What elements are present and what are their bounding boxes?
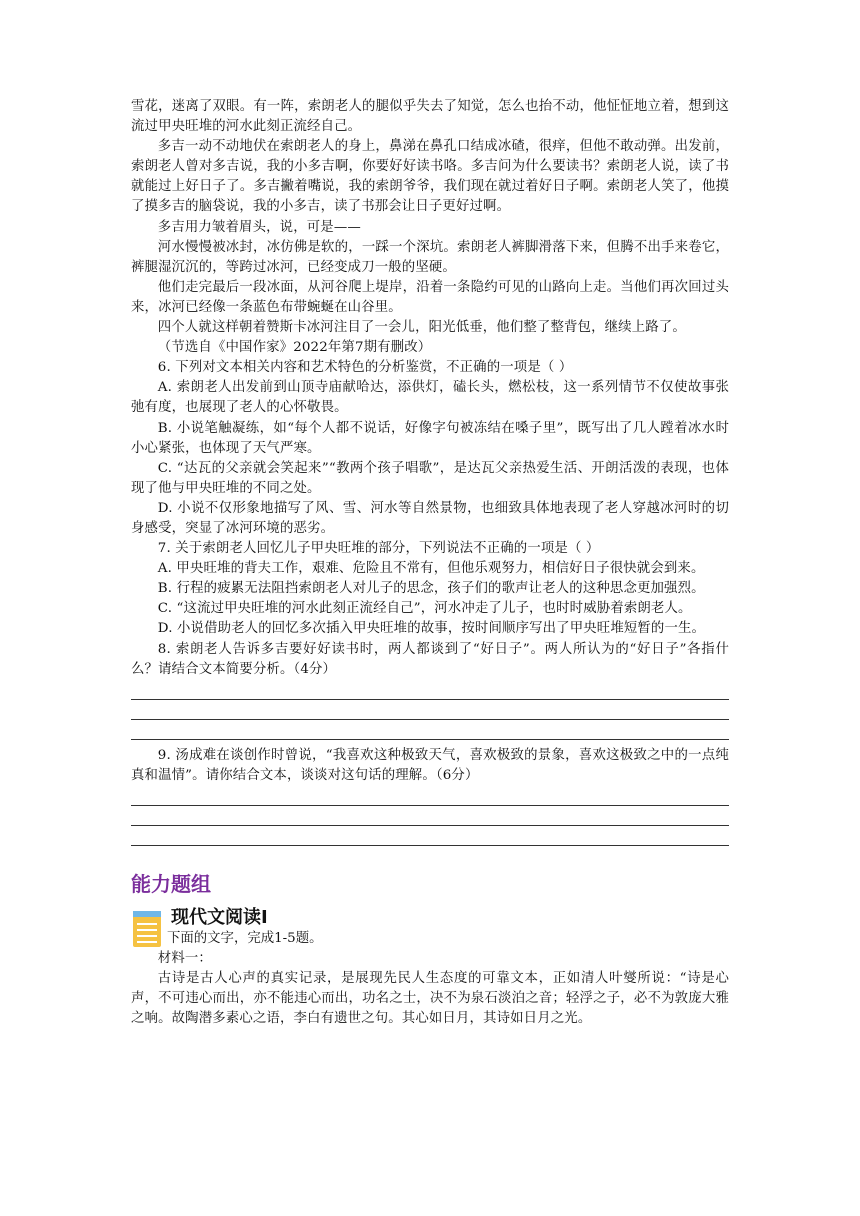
- passage-paragraph: 河水慢慢被冰封，冰仿佛是软的，一踩一个深坑。索朗老人裤脚滑落下来，但腾不出手来卷它，裤腿湿沉沉的，等跨过冰河，已经变成刀一般的坚硬。: [131, 239, 729, 275]
- question-6-option-c: C. “达瓦的父亲就会笑起来”“教两个孩子唱歌”，是达瓦父亲热爱生活、开朗活泼的表现，也体现了他与甲央旺堆的不同之处。: [131, 460, 729, 496]
- question-7-option-a: A. 甲央旺堆的背夫工作，艰难、危险且不常有，但他乐观努力，相信好日子很快就会到来。: [157, 561, 705, 577]
- document-page: [131, 97, 729, 1029]
- passage-paragraph: 四个人就这样朝着赞斯卡冰河注目了一会儿，阳光低垂，他们整了整背包，继续上路了。: [157, 320, 686, 336]
- question-7-option-d: D. 小说借助老人的回忆多次插入甲央旺堆的故事，按时间顺序写出了甲央旺堆短暂的一生。: [157, 621, 706, 637]
- subsection-title: 现代文阅读Ⅰ: [171, 906, 268, 928]
- answer-line[interactable]: [131, 680, 729, 700]
- instruction-text: 下面的文字，完成1-5题。: [167, 930, 323, 946]
- material-label: 材料一：: [157, 950, 212, 966]
- answer-line[interactable]: [131, 826, 729, 846]
- question-7-stem: 7. 关于索朗老人回忆儿子甲央旺堆的部分，下列说法不正确的一项是（ ）: [157, 541, 600, 557]
- material-text: 古诗是古人心声的真实记录，是展现先民人生态度的可靠文本，正如清人叶燮所说：“诗是心声，不可违心而出，亦不能违心而出，功名之士，决不为泉石淡泊之音；轻浮之子，必不为敦庞大雅之响。故陶潜多素心之语，李白有遗世之句。其心如日月，其诗如日月之光。: [131, 971, 729, 1027]
- question-7-option-b: B. 行程的疲累无法阻挡索朗老人对儿子的思念，孩子们的歌声让老人的这种思念更加强烈。: [157, 581, 705, 597]
- answer-line[interactable]: [131, 700, 729, 720]
- passage-paragraph: 他们走完最后一段冰面，从河谷爬上堤岸，沿着一条隐约可见的山路向上走。当他们再次回过头来，冰河已经像一条蓝色布带蜿蜒在山谷里。: [131, 279, 729, 315]
- question-6-option-b: B. 小说笔触凝练，如“每个人都不说话，好像字句被冻结在嗓子里”，既写出了几人蹚着冰水时小心紧张，也体现了天气严寒。: [131, 420, 729, 456]
- source-citation: （节选自《中国作家》2022年第7期有删改）: [157, 340, 432, 356]
- answer-line[interactable]: [131, 806, 729, 826]
- answer-line[interactable]: [131, 786, 729, 806]
- question-7-option-c: C. “这流过甲央旺堆的河水此刻正流经自己”，河水冲走了儿子，也时时威胁着索朗老人。: [157, 601, 692, 617]
- answer-line[interactable]: [131, 720, 729, 740]
- passage-paragraph: 雪花，迷离了双眼。有一阵，索朗老人的腿似乎失去了知觉，怎么也抬不动，他怔怔地立着，想到这流过甲央旺堆的河水此刻正流经自己。: [131, 99, 729, 135]
- notebook-icon: [131, 907, 163, 949]
- question-6-option-a: A. 索朗老人出发前到山顶寺庙献哈达，添供灯，磕长头，燃松枝，这一系列情节不仅使故事张弛有度，也展现了老人的心怀敬畏。: [131, 380, 729, 416]
- passage-paragraph: 多吉一动不动地伏在索朗老人的身上，鼻涕在鼻孔口结成冰碴，很痒，但他不敢动弹。出发前，索朗老人曾对多吉说，我的小多吉啊，你要好好读书咯。多吉问为什么要读书？索朗老人说，读了书就能过上好日子了。多吉撇着嘴说，我的索朗爷爷，我们现在就过着好日子啊。索朗老人笑了，他摸了摸多吉的脑袋说，我的小多吉，读了书那会让日子更好过啊。: [131, 139, 729, 215]
- answer-lines-q8: [131, 680, 729, 740]
- question-8-stem: 8. 索朗老人告诉多吉要好好读书时，两人都谈到了“好日子”。两人所认为的“好日子”各指什么？请结合文本简要分析。（4分）: [131, 641, 729, 677]
- passage-paragraph: 多吉用力皱着眉头，说，可是——: [157, 219, 361, 235]
- section-title: 能力题组: [131, 871, 211, 896]
- question-6-option-d: D. 小说不仅形象地描写了风、雪、河水等自然景物，也细致具体地表现了老人穿越冰河时的切身感受，突显了冰河环境的恶劣。: [131, 500, 729, 536]
- question-6-stem: 6. 下列对文本相关内容和艺术特色的分析鉴赏，不正确的一项是（ ）: [157, 360, 573, 376]
- answer-lines-q9: [131, 786, 729, 846]
- question-9-stem: 9. 汤成难在谈创作时曾说，“我喜欢这种极致天气，喜欢极致的景象，喜欢这极致之中的一点纯真和温情”。请你结合文本，谈谈对这句话的理解。（6分）: [131, 747, 729, 783]
- subsection-header: [131, 901, 729, 949]
